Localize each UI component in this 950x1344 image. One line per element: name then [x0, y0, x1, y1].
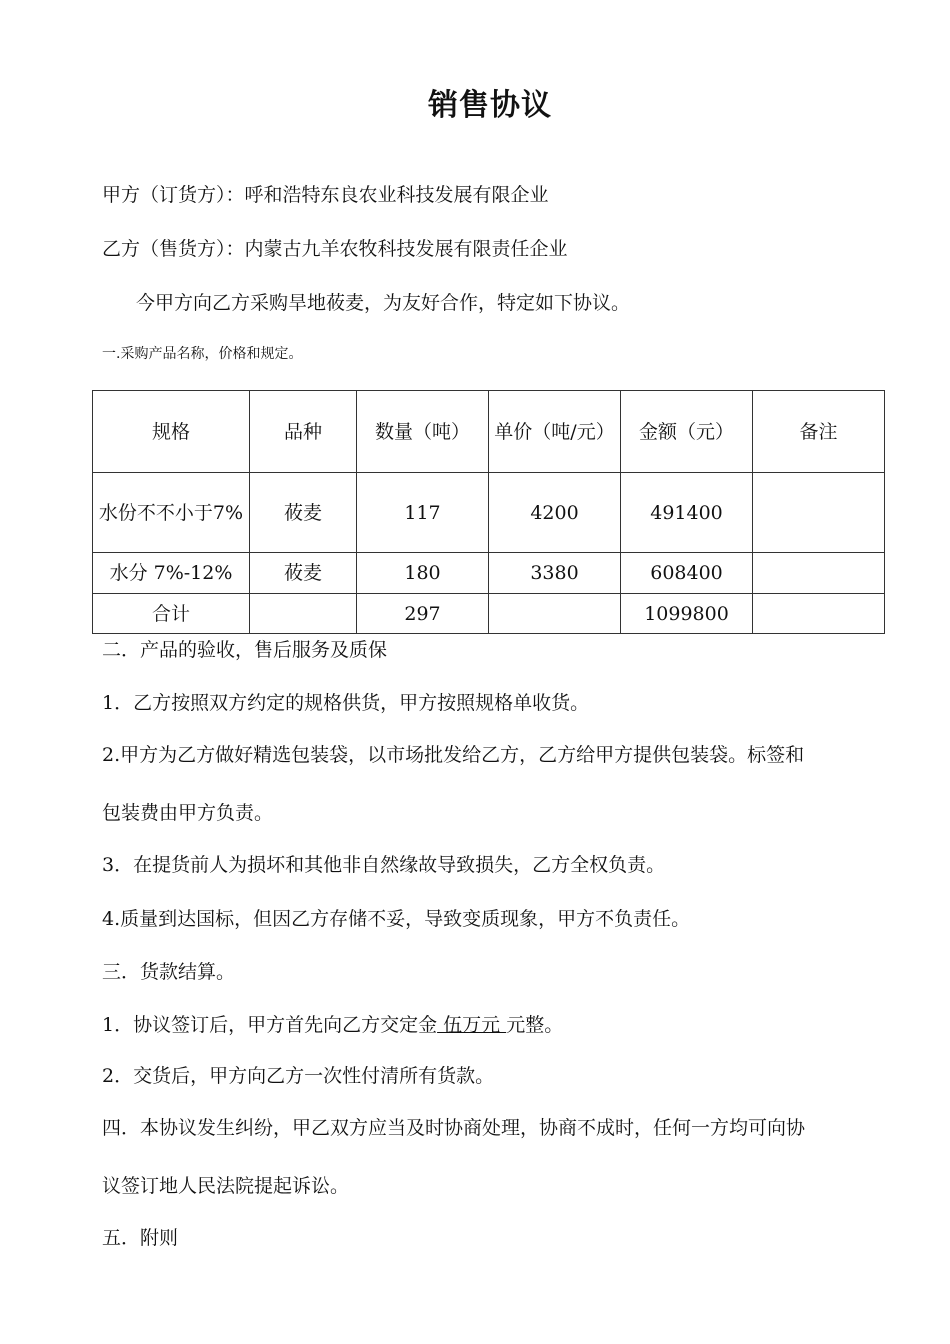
cell-spec: 水份不不小于7%: [93, 473, 250, 553]
cell-unit-price: 3380: [489, 553, 621, 594]
cell-total-amount: 1099800: [621, 594, 753, 634]
cell-quantity: 180: [357, 553, 489, 594]
section-2-heading: 二．产品的验收，售后服务及质保: [102, 639, 388, 661]
cell-total-quantity: 297: [357, 594, 489, 634]
header-spec: 规格: [93, 391, 250, 473]
table-row: [93, 473, 885, 553]
cell-variety: 莜麦: [250, 553, 357, 594]
clause-3-1-text: 1．协议签订后，甲方首先向乙方交定金: [102, 1014, 438, 1036]
header-unit-price: 单价（吨/元）: [489, 391, 621, 473]
party-b: 乙方（售货方）：内蒙古九羊农牧科技发展有限责任企业: [102, 238, 568, 260]
cell-remark: [753, 594, 885, 634]
deposit-amount: 伍万元: [437, 1014, 507, 1036]
cell-remark: [753, 473, 885, 553]
section-1-heading: 一.采购产品名称，价格和规定。: [102, 346, 303, 362]
clause-3-1-suffix: 元整。: [506, 1014, 564, 1036]
intro-paragraph: 今甲方向乙方采购旱地莜麦，为友好合作，特定如下协议。: [136, 292, 631, 314]
header-remark: 备注: [753, 391, 885, 473]
cell-amount: 491400: [621, 473, 753, 553]
section-4-line1: 四．本协议发生纠纷，甲乙双方应当及时协商处理，协商不成时，任何一方均可向协: [102, 1117, 806, 1139]
clause-2-2-line2: 包装费由甲方负责。: [102, 802, 274, 824]
header-variety: 品种: [250, 391, 357, 473]
cell-variety: [250, 594, 357, 634]
header-amount: 金额（元）: [621, 391, 753, 473]
clause-2-3: 3．在提货前人为损坏和其他非自然缘故导致损失，乙方全权负责。: [102, 854, 666, 876]
section-3-heading: 三．货款结算。: [102, 961, 236, 983]
cell-spec: 水分 7%-12%: [93, 553, 250, 594]
clause-3-2: 2．交货后，甲方向乙方一次性付清所有货款。: [102, 1065, 495, 1087]
document-title: 销售协议: [428, 88, 552, 123]
header-quantity: 数量（吨）: [357, 391, 489, 473]
clause-2-2-line1: 2.甲方为乙方做好精选包装袋，以市场批发给乙方，乙方给甲方提供包装袋。标签和: [102, 744, 805, 766]
clause-3-1: [102, 1010, 563, 1037]
clause-2-1: 1．乙方按照双方约定的规格供货，甲方按照规格单收货。: [102, 692, 590, 714]
product-table: [92, 390, 885, 634]
table-row: [93, 553, 885, 594]
section-5-heading: 五．附则: [102, 1227, 179, 1249]
cell-total-label: 合计: [93, 594, 250, 634]
section-4-line2: 议签订地人民法院提起诉讼。: [102, 1175, 350, 1197]
table-header-row: [93, 391, 885, 473]
cell-amount: 608400: [621, 553, 753, 594]
party-a: 甲方（订货方）：呼和浩特东良农业科技发展有限企业: [102, 184, 549, 206]
cell-quantity: 117: [357, 473, 489, 553]
clause-2-4: 4.质量到达国标，但因乙方存储不妥，导致变质现象，甲方不负责任。: [102, 908, 691, 930]
cell-unit-price: [489, 594, 621, 634]
cell-variety: 莜麦: [250, 473, 357, 553]
cell-remark: [753, 553, 885, 594]
cell-unit-price: 4200: [489, 473, 621, 553]
table-total-row: [93, 594, 885, 634]
